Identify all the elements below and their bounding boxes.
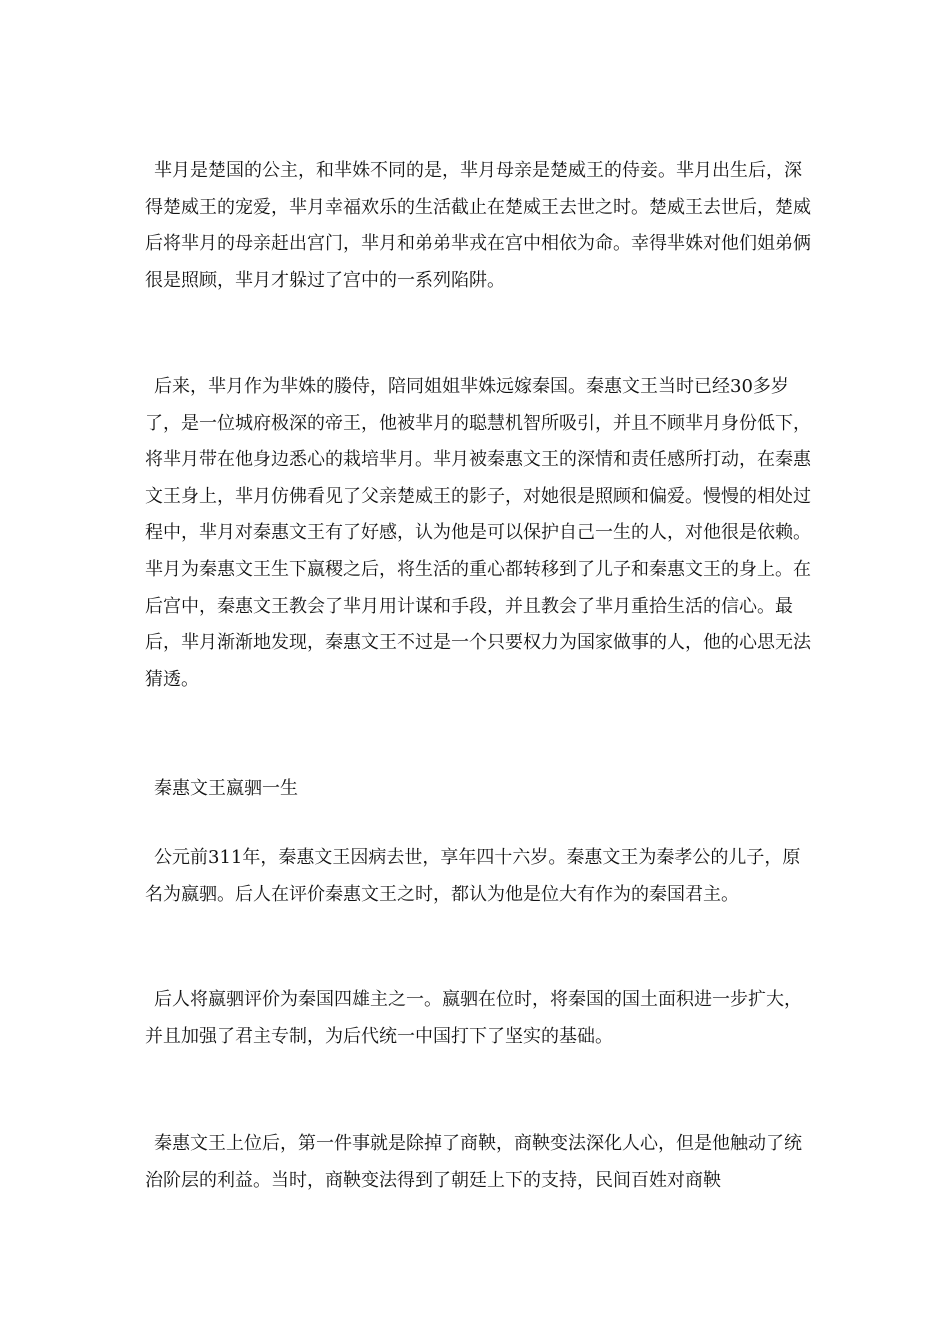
section-heading: 秦惠文王嬴驷一生 <box>154 778 298 799</box>
paragraph-mi-yue-origin: 芈月是楚国的公主，和芈姝不同的是，芈月母亲是楚威王的侍妾。芈月出生后，深得楚威王的宠爱，芈月幸福欢乐的生活截止在楚威王去世之时。楚威王去世后，楚威后将芈月的母亲赶出宫门，芈月和弟弟芈戎在宫中相依为命。幸得芈姝对他们姐弟俩很是照顾，芈月才躲过了宫中的一系列陷阱。 <box>145 160 811 291</box>
paragraph-mi-yue-in-qin: 后来，芈月作为芈姝的媵侍，陪同姐姐芈姝远嫁秦国。秦惠文王当时已经30多岁了，是一位城府极深的帝王，他被芈月的聪慧机智所吸引，并且不顾芈月身份低下，将芈月带在他身边悉心的栽培芈月。芈月被秦惠文王的深情和责任感所打动，在秦惠文王身上，芈月仿佛看见了父亲楚威王的影子，对她很是照顾和偏爱。慢慢的相处过程中，芈月对秦惠文王有了好感，认为他是可以保护自己一生的人，对他很是依赖。芈月为秦惠文王生下嬴稷之后，将生活的重心都转移到了儿子和秦惠文王的身上。在后宫中，秦惠文王教会了芈月用计谋和手段，并且教会了芈月重拾生活的信心。最后，芈月渐渐地发现，秦惠文王不过是一个只要权力为国家做事的人，他的心思无法猜透。 <box>145 376 811 690</box>
paragraph-king-death: 公元前311年，秦惠文王因病去世，享年四十六岁。秦惠文王为秦孝公的儿子，原名为嬴驷。后人在评价秦惠文王之时，都认为他是位大有作为的秦国君主。 <box>145 847 801 905</box>
paragraph-four-great-rulers: 后人将嬴驷评价为秦国四雄主之一。嬴驷在位时，将秦国的国土面积进一步扩大，并且加强了君主专制，为后代统一中国打下了坚实的基础。 <box>145 989 802 1047</box>
paragraph-shang-yang: 秦惠文王上位后，第一件事就是除掉了商鞅，商鞅变法深化人心，但是他触动了统治阶层的利益。当时，商鞅变法得到了朝廷上下的支持，民间百姓对商鞅 <box>145 1133 802 1191</box>
